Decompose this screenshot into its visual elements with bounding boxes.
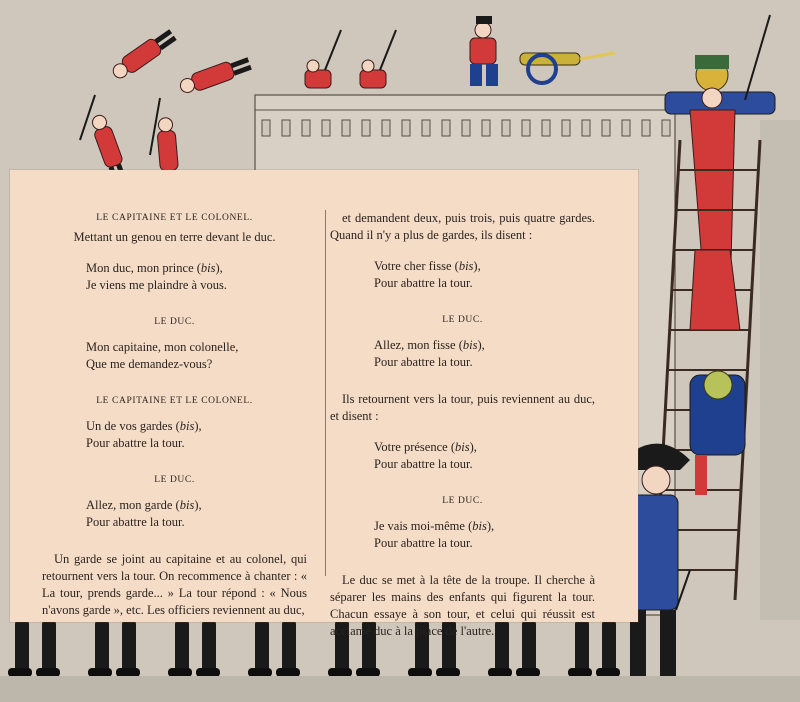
speaker-heading: LE DUC. <box>154 475 195 485</box>
verse-line: Pour abattre la tour. <box>374 355 473 369</box>
prose-paragraph: Un garde se joint au capitaine et au colonel, qui retournent vers la tour. On recommence à chanter : « La tour, prends garde... » La tour répond : « Nous n'avons garde », etc. Les officiers reviennent au duc, <box>42 552 307 617</box>
verse-line: Mon capitaine, mon colonelle, <box>86 340 239 354</box>
verse-line: Pour abattre la tour. <box>374 536 473 550</box>
speaker-heading: LE CAPITAINE ET LE COLONEL. <box>96 213 253 223</box>
verse-line: Votre présence (bis), <box>374 440 477 454</box>
text-panel <box>10 170 638 638</box>
verse-line: Allez, mon garde (bis), <box>86 498 202 512</box>
right-column <box>330 210 595 640</box>
speaker-heading: LE CAPITAINE ET LE COLONEL. <box>96 396 253 406</box>
verse-line: Pour abattre la tour. <box>86 436 185 450</box>
verse-line: Pour abattre la tour. <box>86 515 185 529</box>
verse-line: Pour abattre la tour. <box>374 276 473 290</box>
verse-line: Je viens me plaindre à vous. <box>86 278 227 292</box>
verse-line: Mon duc, mon prince (bis), <box>86 261 223 275</box>
speaker-heading: LE DUC. <box>442 315 483 325</box>
prose-paragraph: Ils retournent vers la tour, puis reviennent au duc, et disent : <box>330 392 595 423</box>
speaker-heading: LE DUC. <box>442 496 483 506</box>
verse-line: Je vais moi-même (bis), <box>374 519 495 533</box>
verse-line: Allez, mon fisse (bis), <box>374 338 485 352</box>
prose-paragraph: et demandent deux, puis trois, puis quatre gardes. Quand il n'y a plus de gardes, ils disent : <box>330 211 595 242</box>
verse-line: Un de vos gardes (bis), <box>86 419 202 433</box>
verse-line: Pour abattre la tour. <box>374 457 473 471</box>
stage-direction: Mettant un genou en terre devant le duc. <box>73 230 276 244</box>
verse-line: Que me demandez-vous? <box>86 357 213 371</box>
speaker-heading: LE DUC. <box>154 317 195 327</box>
prose-paragraph: Le duc se met à la tête de la troupe. Il cherche à séparer les mains des enfants qui figurent la tour. Chacun essaye à son tour, et celui qui réussit est acclamé duc à la place de l'autre. <box>330 573 595 638</box>
verse-line: Votre cher fisse (bis), <box>374 259 481 273</box>
left-column <box>42 210 307 619</box>
column-divider <box>325 210 326 576</box>
